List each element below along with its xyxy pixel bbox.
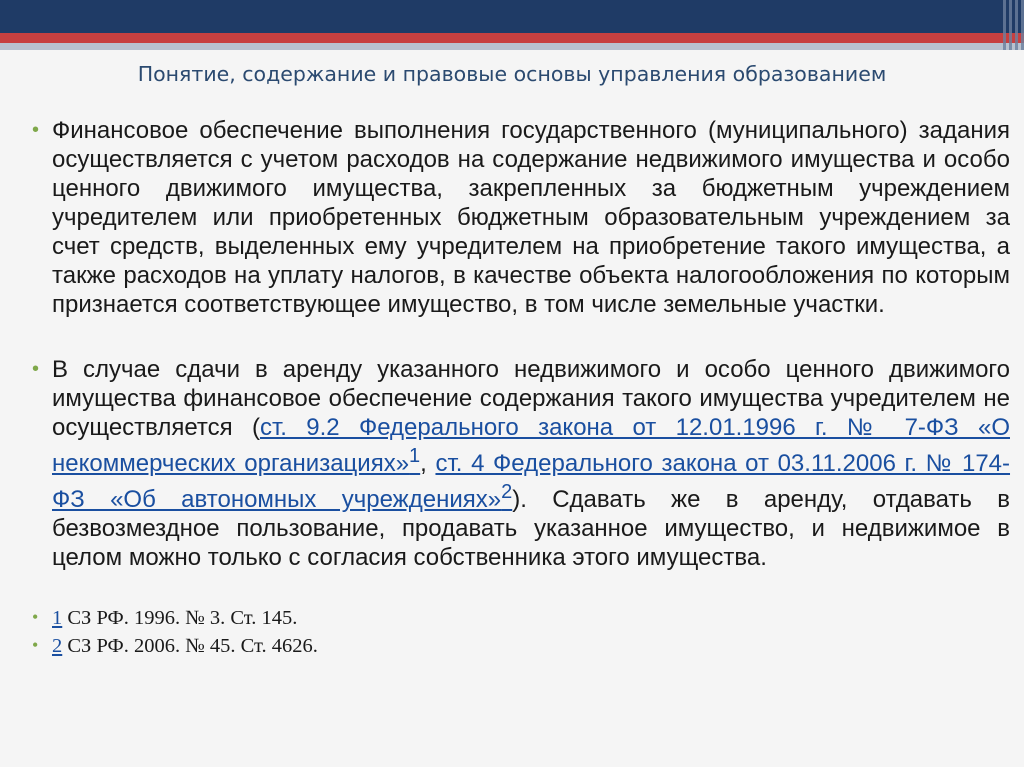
footnote-2-text: СЗ РФ. 2006. № 45. Ст. 4626. <box>62 635 318 657</box>
slide-content <box>32 116 1010 660</box>
slide-title: Понятие, содержание и правовые основы управления образованием <box>137 62 887 86</box>
law-link-ngo-text: ст. 9.2 Федерального закона от 12.01.1996 г. № 7-ФЗ «О некоммерческих организациях» <box>52 414 1010 477</box>
footnote-ref-2: 2 <box>501 481 513 503</box>
decorative-stripes <box>994 0 1024 50</box>
paragraph-2-text-after: ). Сдавать же в аренду, отдавать в безвозмездное пользование, продавать указанное имущество, и недвижимое в целом можно только с согласия собственника этого имущества. <box>52 486 1011 571</box>
law-link-autonomous-text: ст. 4 Федерального закона от 03.11.2006 г. № 174-ФЗ «Об автономных учреждениях» <box>52 450 1011 513</box>
footnote-2 <box>32 632 1010 660</box>
bullet-icon: • <box>32 607 39 627</box>
footnote-1 <box>32 604 1010 632</box>
header-light-stripe <box>0 43 1024 50</box>
footnote-2-link[interactable]: 2 <box>52 635 63 657</box>
link-separator: , <box>420 450 436 477</box>
bullet-icon: • <box>32 119 40 141</box>
bullet-paragraph-1 <box>32 116 1010 319</box>
footnote-1-link[interactable]: 1 <box>52 607 63 629</box>
bullet-icon: • <box>32 635 39 655</box>
footnote-1-text: СЗ РФ. 1996. № 3. Ст. 145. <box>62 607 298 629</box>
header-bar <box>0 0 1024 33</box>
bullet-icon: • <box>32 358 40 380</box>
footnote-ref-1: 1 <box>409 445 421 467</box>
bullet-paragraph-2 <box>32 355 1010 572</box>
paragraph-1-text: Финансовое обеспечение выполнения государственного (муниципального) задания осуществляется с учетом расходов на содержание недвижимого имущества и особо ценного движимого имущества, закрепленных за бюджетным учреждением учредителем или приобретенных бюджетным образовательным учреждением за счет средств, выделенных ему учредителем на приобретение такого имущества, а также расходов на уплату налогов, в качестве объекта налогообложения по которым признается соответствующее имущество, в том числе земельные участки. <box>52 117 1010 318</box>
header-accent-stripe <box>0 33 1024 43</box>
paragraph-2-text-before: В случае сдачи в аренду указанного недвижимого и особо ценного движимого имущества финансовое обеспечение содержания такого имущества учредителем не осуществляется ( <box>52 356 1010 441</box>
